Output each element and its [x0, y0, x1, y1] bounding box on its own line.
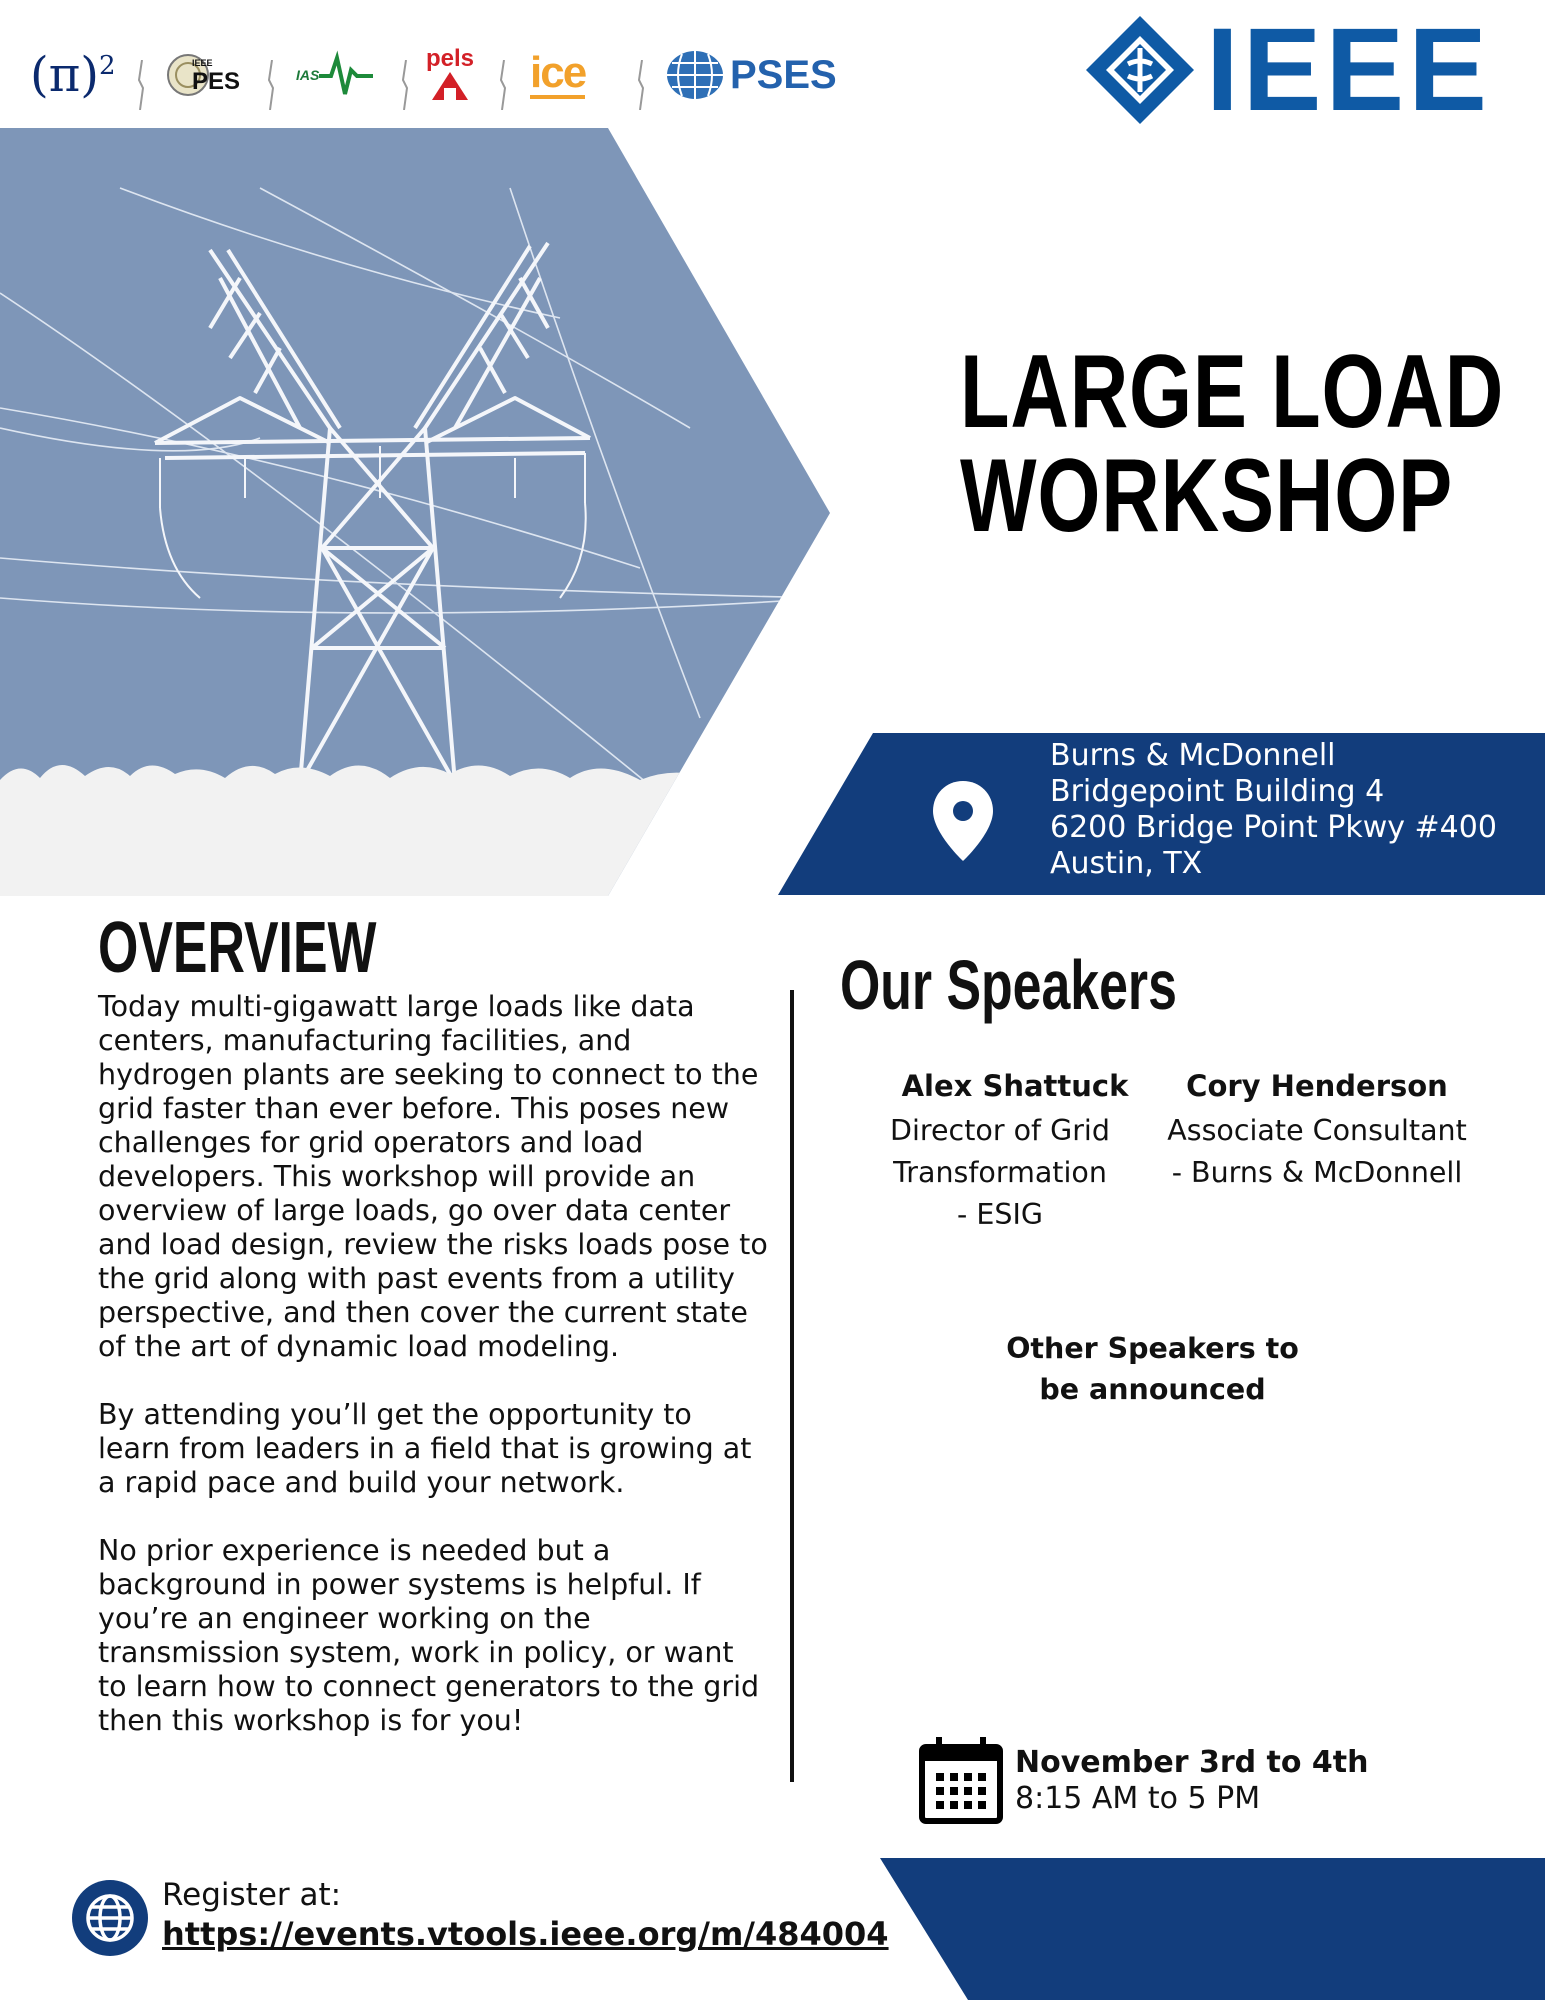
register-link[interactable]: https://events.vtools.ieee.org/m/484004	[162, 1915, 889, 1953]
pses-logo: PSES	[664, 30, 837, 120]
speaker-role: Associate Consultant - Burns & McDonnell	[1167, 1114, 1467, 1189]
pels-tower-icon	[428, 70, 472, 102]
calendar-icon	[918, 1735, 1004, 1825]
overview-heading: OVERVIEW	[98, 908, 377, 988]
pels-logo: pels	[426, 30, 474, 120]
event-days: November 3rd to 4th	[1015, 1745, 1369, 1780]
separator-icon	[402, 60, 408, 110]
pi-squared-logo: $(\pi)^2$	[30, 47, 116, 103]
event-time: 8:15 AM to 5 PM	[1015, 1781, 1261, 1816]
separator-icon	[268, 60, 274, 110]
address-line: Austin, TX	[1050, 846, 1203, 881]
ieee-logo: IEEE	[1084, 12, 1491, 128]
speaker-name: Cory Henderson	[1186, 1069, 1448, 1103]
ias-wave-icon	[319, 50, 373, 100]
location-address	[1050, 738, 1540, 882]
ias-logo: IAS	[296, 30, 373, 120]
address-line: Bridgepoint Building 4	[1050, 774, 1385, 809]
separator-icon	[638, 60, 644, 110]
address-line: Burns & McDonnell	[1050, 738, 1336, 773]
overview-body	[98, 990, 768, 1772]
overview-paragraph: No prior experience is needed but a background in power systems is helpful. If you’re an engineer working on the transmission system, work in policy, or want to learn how to connect generators to the grid then this workshop is for you!	[98, 1534, 760, 1737]
hero-image	[0, 128, 830, 896]
event-date	[1015, 1745, 1395, 1817]
speakers-tba: Other Speakers to be announced	[1006, 1332, 1299, 1406]
separator-icon	[500, 60, 506, 110]
register-label: Register at:	[162, 1877, 342, 1913]
partner-logos	[30, 30, 837, 120]
ieee-diamond-icon	[1084, 14, 1196, 126]
pses-globe-icon	[664, 49, 726, 101]
registration	[162, 1876, 889, 1954]
column-divider	[790, 990, 794, 1782]
ieee-pes-logo: IEEE PES	[166, 30, 240, 120]
speaker-role: Director of Grid Transformation - ESIG	[890, 1114, 1110, 1231]
address-line: 6200 Bridge Point Pkwy #400	[1050, 810, 1497, 845]
speaker-card	[1162, 1066, 1472, 1194]
overview-paragraph: By attending you’ll get the opportunity to learn from leaders in a field that is growing at a rapid pace and build your network.	[98, 1398, 752, 1499]
speaker-card	[855, 1066, 1145, 1236]
speaker-name: Alex Shattuck	[901, 1069, 1129, 1103]
event-title: LARGE LOAD WORKSHOP	[960, 334, 1505, 554]
ice-logo: ice	[530, 48, 586, 97]
overview-paragraph: Today multi-gigawatt large loads like data centers, manufacturing facilities, and hydrogen plants are seeking to connect to the grid faster than ever before. This poses new challenges for grid operators and load developers. This workshop will provide an overview of large loads, go over data center and load design, review the risks loads pose to the grid along with past events from a utility perspective, and then cover the current state of the art of dynamic load modeling.	[98, 990, 768, 1363]
speakers-heading: Our Speakers	[840, 946, 1177, 1024]
separator-icon	[138, 60, 144, 110]
globe-icon	[72, 1880, 148, 1956]
